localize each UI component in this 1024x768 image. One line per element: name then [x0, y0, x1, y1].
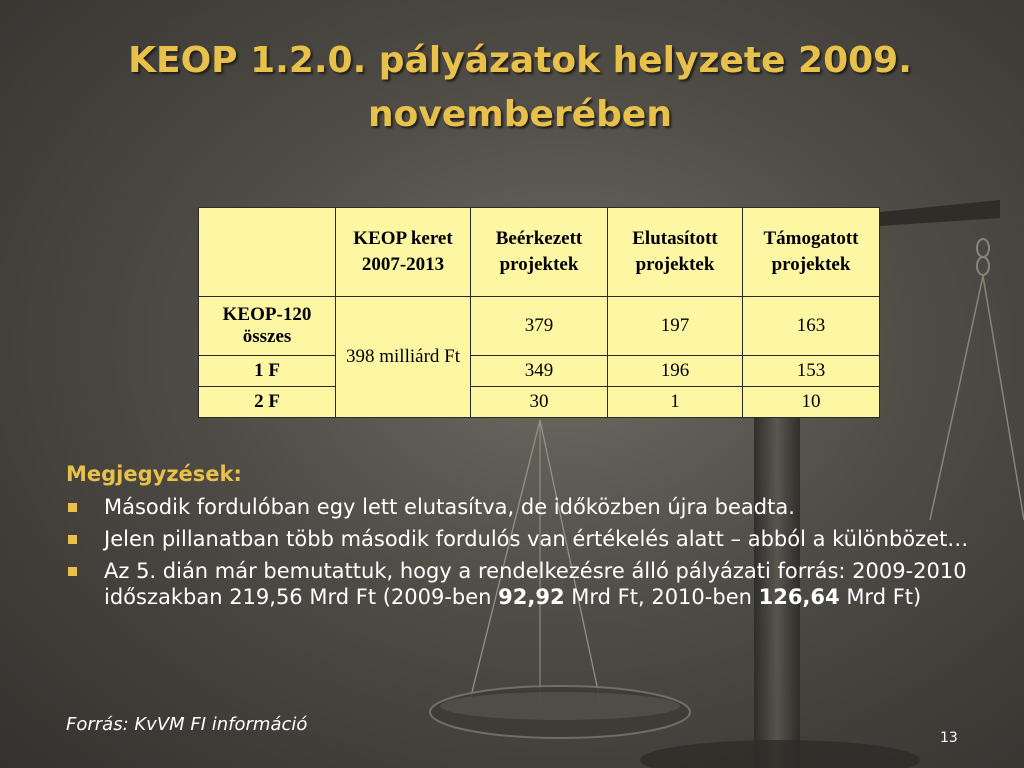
table-cell-rejected: 196	[608, 356, 743, 387]
note-text-part2: Mrd Ft, 2010-ben	[564, 585, 759, 609]
source-note: Forrás: KvVM FI információ	[66, 714, 308, 735]
note-text: Jelen pillanatban több második fordulós van értékelés alatt – abból a különbözet…	[104, 527, 969, 551]
table-row	[199, 297, 880, 356]
table-cell-budget: 398 milliárd Ft	[336, 297, 471, 418]
table-header-corner	[199, 208, 336, 297]
notes-list	[66, 494, 976, 616]
slide-title-line2: novemberében	[368, 94, 672, 135]
page-number: 13	[940, 730, 958, 746]
table-header-keop-keret: KEOP keret 2007-2013	[336, 208, 471, 297]
note-text: Második fordulóban egy lett elutasítva, de időközben újra beadta.	[104, 495, 795, 519]
list-item	[66, 526, 976, 552]
note-text-part1: Az 5. dián már bemutattuk, hogy a rendelkezésre álló pályázati forrás: 2009-2010 időszakban 219,56 Mrd Ft (2009-ben	[104, 559, 967, 609]
table-cell-supported: 153	[743, 356, 880, 387]
table-header-received: Beérkezett projektek	[471, 208, 608, 297]
table-cell-rejected: 1	[608, 387, 743, 418]
note-text-part3: Mrd Ft)	[839, 585, 922, 609]
table-cell-rejected: 197	[608, 297, 743, 356]
table-row-label: 2 F	[199, 387, 336, 418]
table-row	[199, 387, 880, 418]
table-cell-received: 349	[471, 356, 608, 387]
slide-title	[40, 34, 1000, 142]
note-value-2010: 126,64	[758, 585, 840, 609]
table-row-label: 1 F	[199, 356, 336, 387]
square-bullet-icon	[68, 567, 77, 576]
list-item	[66, 494, 976, 520]
table-header-supported: Támogatott projektek	[743, 208, 880, 297]
table-cell-received: 30	[471, 387, 608, 418]
note-value-2009: 92,92	[498, 585, 565, 609]
table-header-rejected: Elutasított projektek	[608, 208, 743, 297]
table-cell-supported: 10	[743, 387, 880, 418]
list-item	[66, 558, 976, 610]
table-row	[199, 356, 880, 387]
table-cell-received: 379	[471, 297, 608, 356]
square-bullet-icon	[68, 535, 77, 544]
slide-title-line1: KEOP 1.2.0. pályázatok helyzete 2009.	[128, 40, 912, 81]
table-cell-supported: 163	[743, 297, 880, 356]
notes-heading: Megjegyzések:	[66, 462, 242, 486]
projects-table	[198, 207, 880, 418]
table-header-row	[199, 208, 880, 297]
table-row-label: KEOP-120 összes	[199, 297, 336, 356]
square-bullet-icon	[68, 503, 77, 512]
